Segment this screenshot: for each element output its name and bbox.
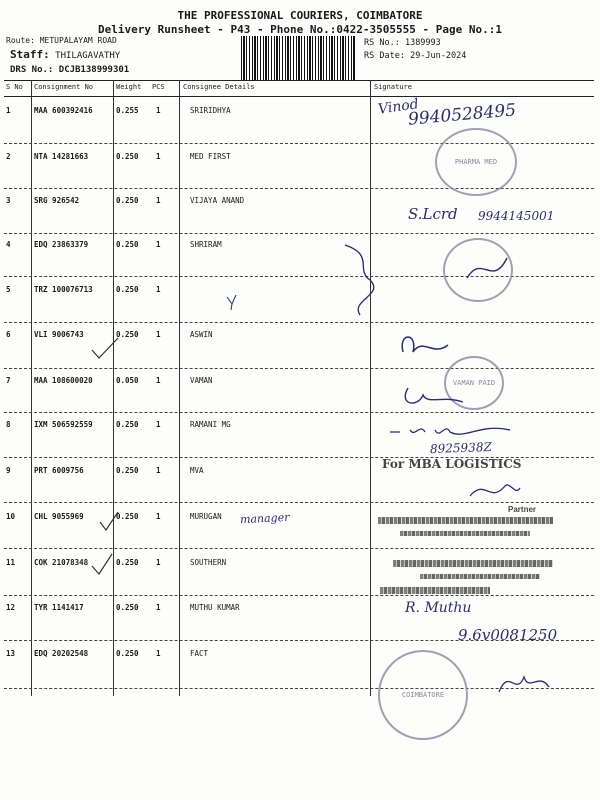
handwritten-scribble <box>494 662 554 702</box>
cell-sno: 6 <box>6 330 11 339</box>
cell-consignment: VLI 9006743 <box>34 330 84 339</box>
cell-consignee: MVA <box>190 466 204 475</box>
route-value: METUPALAYAM ROAD <box>39 36 117 45</box>
cell-pcs: 1 <box>156 196 161 205</box>
cell-consignee: ASWIN <box>190 330 213 339</box>
cell-pcs: 1 <box>156 558 161 567</box>
cell-pcs: 1 <box>156 466 161 475</box>
handwritten-scribble <box>225 292 239 312</box>
stamp-vaman: VAMAN PAID <box>444 356 504 410</box>
tick-mark <box>90 336 120 360</box>
cell-sno: 11 <box>6 558 16 567</box>
stamp-smudge <box>393 560 553 567</box>
cell-sno: 4 <box>6 240 11 249</box>
cell-weight: 0.250 <box>116 285 139 294</box>
stamp-smudge <box>378 517 553 524</box>
cell-consignment: TYR 1141417 <box>34 603 84 612</box>
drs-label: DRS No.: <box>10 65 54 75</box>
handwriting-manager: manager <box>239 510 290 527</box>
stamp-partner: Partner <box>508 505 537 514</box>
cell-pcs: 1 <box>156 152 161 161</box>
cell-consignment: SRG 926542 <box>34 196 80 205</box>
stamp-smudge <box>420 574 540 579</box>
cell-consignee: MURUGAN <box>190 512 222 521</box>
cell-sno: 13 <box>6 649 16 658</box>
drs-value: DCJB138999301 <box>58 65 130 75</box>
row-divider <box>4 595 594 596</box>
stamp-coimbatore: COIMBATORE <box>378 650 468 740</box>
row-divider <box>4 368 594 369</box>
staff-value: THILAGAVATHY <box>55 51 121 61</box>
cell-pcs: 1 <box>156 106 161 115</box>
cell-consignee: SOUTHERN <box>190 558 227 567</box>
cell-consignment: EDQ 23863379 <box>34 240 89 249</box>
rs-date-label: RS Date: <box>364 51 405 61</box>
handwriting-signature: S.Lcrd <box>408 205 458 223</box>
cell-weight: 0.250 <box>116 330 139 339</box>
col-header-sno: S No <box>6 83 23 91</box>
cell-consignee: SHRIRAM <box>190 240 222 249</box>
cell-sno: 1 <box>6 106 11 115</box>
barcode <box>241 36 356 80</box>
cell-consignment: MAA 108600020 <box>34 376 93 385</box>
cell-weight: 0.255 <box>116 106 139 115</box>
cell-weight: 0.250 <box>116 466 139 475</box>
cell-weight: 0.250 <box>116 196 139 205</box>
cell-pcs: 1 <box>156 330 161 339</box>
cell-sno: 5 <box>6 285 11 294</box>
cell-weight: 0.050 <box>116 376 139 385</box>
runsheet-subtitle: Delivery Runsheet - P43 - Phone No.:0422-3505555 - Page No.:1 <box>98 23 502 36</box>
cell-consignment: COK 21078348 <box>34 558 89 567</box>
cell-pcs: 1 <box>156 512 161 521</box>
route-label: Route: <box>6 36 35 45</box>
cell-weight: 0.250 <box>116 240 139 249</box>
stamp-smudge <box>400 531 530 536</box>
cell-pcs: 1 <box>156 649 161 658</box>
row-divider <box>4 412 594 413</box>
staff-label: Staff: <box>10 48 50 61</box>
cell-weight: 0.250 <box>116 558 139 567</box>
table-top-rule <box>4 80 594 81</box>
handwritten-scribble <box>335 240 385 320</box>
cell-consignment: PRT 6009756 <box>34 466 84 475</box>
cell-weight: 0.250 <box>116 649 139 658</box>
cell-consignee: SRIRIDHYA <box>190 106 231 115</box>
row-divider <box>4 233 594 234</box>
table-header-rule <box>4 96 594 97</box>
col-header-pcs: PCS <box>152 83 165 91</box>
col-header-signature: Signature <box>374 83 412 91</box>
handwriting-signature: R. Muthu <box>405 600 472 616</box>
rs-date-value: 29-Jun-2024 <box>410 51 467 61</box>
tick-mark <box>90 552 114 576</box>
col-divider <box>370 80 371 696</box>
handwritten-scribble <box>465 476 525 506</box>
rs-no-value: 1389993 <box>404 38 441 48</box>
col-header-weight: Weight <box>116 83 142 91</box>
handwriting-phone: 9.6v0081250 <box>458 626 558 644</box>
handwritten-scribble <box>398 380 468 410</box>
row-divider <box>4 188 594 189</box>
cell-weight: 0.250 <box>116 420 139 429</box>
cell-consignment: TRZ 100076713 <box>34 285 93 294</box>
row-divider <box>4 548 594 549</box>
handwritten-scribble <box>393 327 453 367</box>
cell-consignee: VIJAYA ANAND <box>190 196 245 205</box>
cell-sno: 10 <box>6 512 16 521</box>
stamp-mba-logistics: For MBA LOGISTICS <box>382 457 522 471</box>
rs-date <box>364 51 466 61</box>
cell-sno: 2 <box>6 152 11 161</box>
cell-sno: 9 <box>6 466 11 475</box>
cell-weight: 0.250 <box>116 152 139 161</box>
cell-weight: 0.250 <box>116 512 139 521</box>
col-header-consignee: Consignee Details <box>183 83 255 91</box>
staff-line <box>10 48 120 61</box>
cell-consignee: MUTHU KUMAR <box>190 603 240 612</box>
cell-pcs: 1 <box>156 603 161 612</box>
handwriting-phone: 9940528495 <box>407 100 517 130</box>
route-line <box>6 36 117 45</box>
cell-sno: 8 <box>6 420 11 429</box>
company-title: THE PROFESSIONAL COURIERS, COIMBATORE <box>177 9 423 22</box>
cell-sno: 3 <box>6 196 11 205</box>
cell-consignee: VAMAN <box>190 376 213 385</box>
stamp-pharma: PHARMA MED <box>435 128 517 196</box>
cell-consignment: MAA 600392416 <box>34 106 93 115</box>
row-divider <box>4 322 594 323</box>
col-divider <box>113 80 114 696</box>
cell-pcs: 1 <box>156 420 161 429</box>
handwritten-scribble <box>462 248 512 288</box>
cell-consignment: IXM 506592559 <box>34 420 93 429</box>
tick-mark <box>98 510 120 532</box>
cell-consignment: CHL 9055969 <box>34 512 84 521</box>
cell-consignee: FACT <box>190 649 209 658</box>
col-divider <box>179 80 180 696</box>
rs-no-label: RS No.: <box>364 38 400 48</box>
cell-consignment: NTA 14281663 <box>34 152 89 161</box>
cell-weight: 0.250 <box>116 603 139 612</box>
cell-pcs: 1 <box>156 240 161 249</box>
cell-pcs: 1 <box>156 376 161 385</box>
rs-number <box>364 38 441 48</box>
cell-sno: 7 <box>6 376 11 385</box>
cell-sno: 12 <box>6 603 16 612</box>
col-header-consignment: Consignment No <box>34 83 94 91</box>
handwriting-phone: 9944145001 <box>478 209 555 223</box>
cell-consignee: MED FIRST <box>190 152 231 161</box>
cell-pcs: 1 <box>156 285 161 294</box>
drs-line <box>10 65 129 75</box>
cell-consignment: EDQ 20202548 <box>34 649 89 658</box>
cell-consignee: RAMANI MG <box>190 420 231 429</box>
stamp-smudge <box>380 587 490 594</box>
handwriting-phone: 8925938Z <box>429 439 493 457</box>
col-divider <box>31 80 32 696</box>
handwriting-signature: Vinod <box>377 96 420 118</box>
